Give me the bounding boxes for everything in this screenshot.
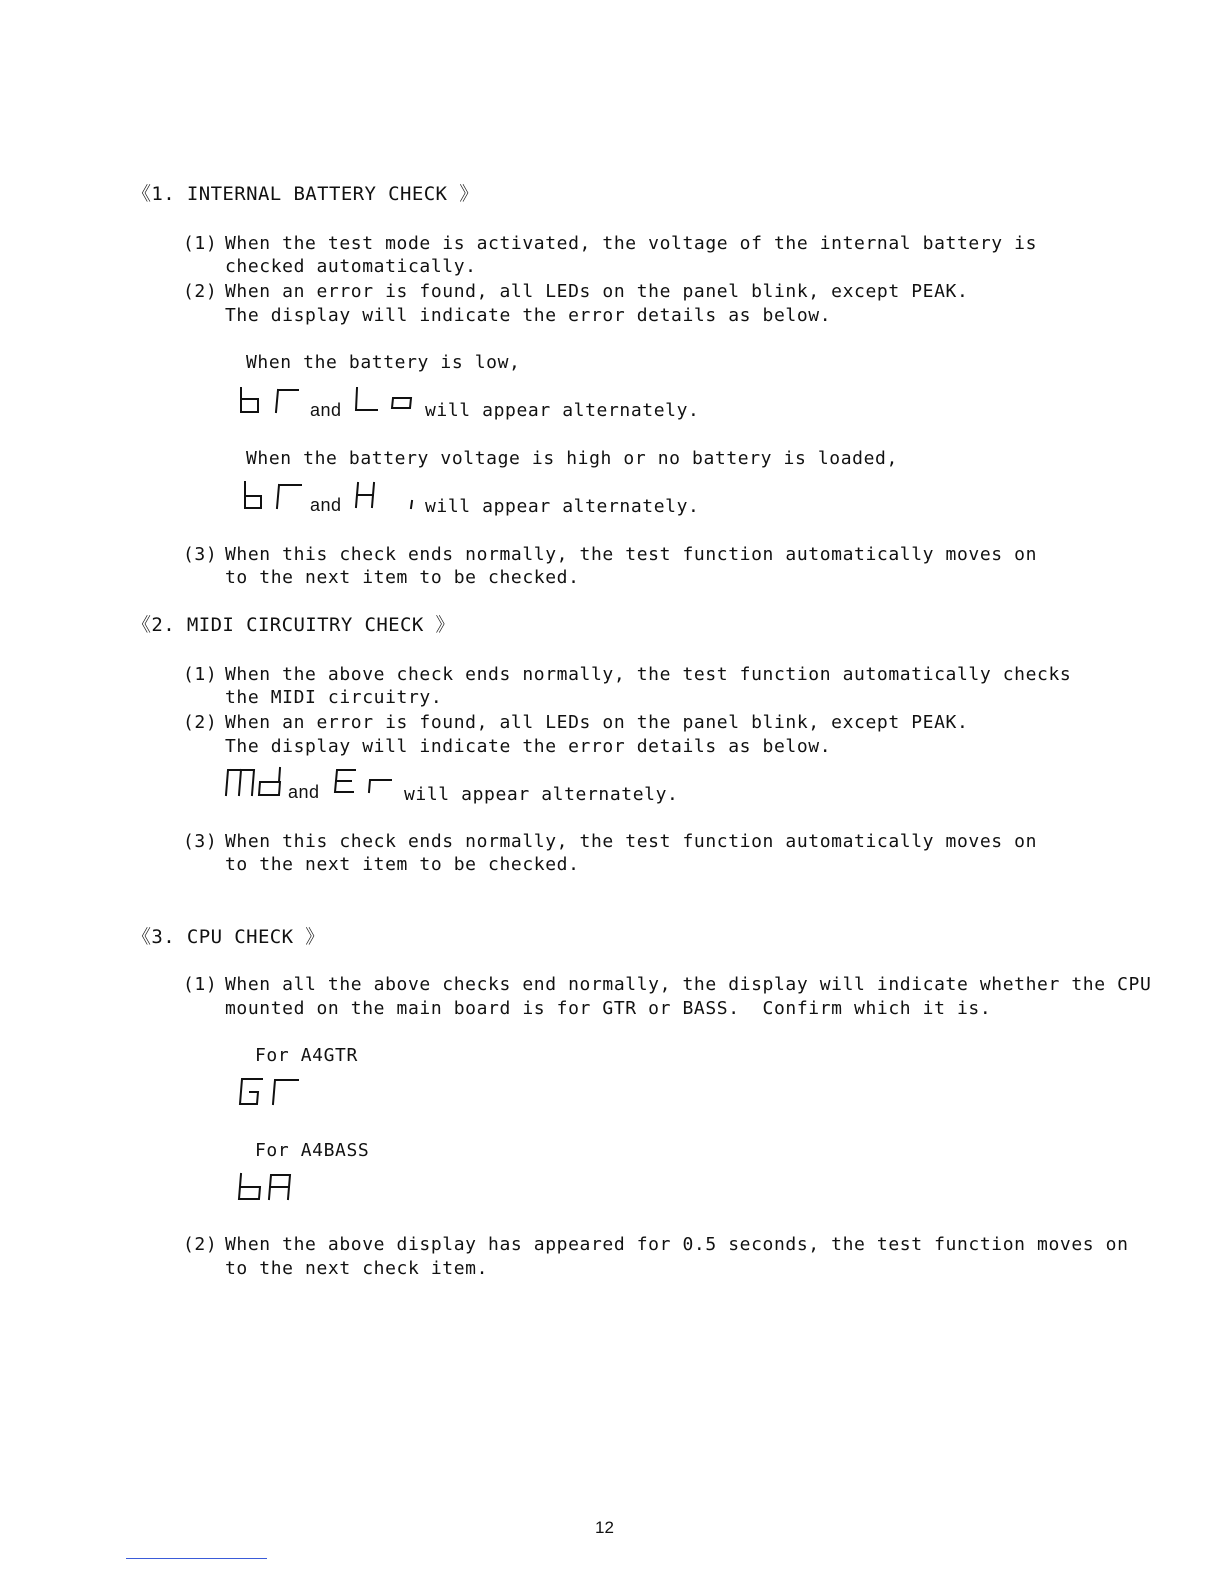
seven-segment-display-bA — [238, 1172, 302, 1206]
seven-segment-display-bF-high — [243, 482, 305, 514]
section2-item1-number: (1) — [183, 664, 218, 685]
section1-item3-line2: to the next item to be checked. — [225, 567, 580, 588]
section2-item2-number: (2) — [183, 712, 218, 733]
battery-low-suffix: will appear alternately. — [425, 400, 700, 421]
section2-item3-number: (3) — [183, 831, 218, 852]
section1-item3-line1: When this check ends normally, the test function automatically moves on — [225, 544, 1038, 565]
section2-item1-line2: the MIDI circuitry. — [225, 687, 443, 708]
section3-item2-line1: When the above display has appeared for 0.5 seconds, the test function moves on — [225, 1234, 1129, 1255]
battery-high-suffix: will appear alternately. — [425, 496, 700, 517]
seven-segment-display-Hi — [355, 483, 421, 517]
section2-item2-line1: When an error is found, all LEDs on the panel blink, except PEAK. — [225, 712, 969, 733]
section3-item1-number: (1) — [183, 974, 218, 995]
seven-segment-display-Md — [224, 768, 286, 802]
section1-item3-number: (3) — [183, 544, 218, 565]
section2-item3-line2: to the next item to be checked. — [225, 854, 580, 875]
section1-item2-line2: The display will indicate the error details as below. — [225, 305, 832, 326]
section1-item1-line2: checked automatically. — [225, 256, 477, 277]
footer-rule — [126, 1558, 267, 1559]
section1-item2-line1: When an error is found, all LEDs on the panel blink, except PEAK. — [225, 281, 969, 302]
seven-segment-display-Gr — [238, 1077, 302, 1111]
battery-high-intro: When the battery voltage is high or no battery is loaded, — [246, 448, 898, 469]
and-text-2: and — [310, 495, 342, 515]
seven-segment-display-Er — [333, 768, 399, 800]
section1-heading: 《1. INTERNAL BATTERY CHECK 》 — [132, 183, 479, 205]
seven-segment-display-Lo — [355, 388, 417, 418]
section1-item2-number: (2) — [183, 281, 218, 302]
section1-item1-number: (1) — [183, 233, 218, 254]
bass-label: For A4BASS — [255, 1140, 370, 1161]
battery-low-intro: When the battery is low, — [246, 352, 521, 373]
page-number: 12 — [595, 1518, 614, 1537]
section2-item2-line2: The display will indicate the error details as below. — [225, 736, 832, 757]
section2-item1-line1: When the above check ends normally, the test function automatically checks — [225, 664, 1072, 685]
section2-item3-line1: When this check ends normally, the test function automatically moves on — [225, 831, 1038, 852]
section3-heading: 《3. CPU CHECK 》 — [132, 926, 325, 948]
section3-item1-line2: mounted on the main board is for GTR or BASS. Confirm which it is. — [225, 998, 992, 1019]
midi-suffix: will appear alternately. — [404, 784, 679, 805]
section2-heading: 《2. MIDI CIRCUITRY CHECK 》 — [132, 614, 455, 636]
and-text: and — [310, 400, 342, 420]
section3-item2-line2: to the next check item. — [225, 1258, 489, 1279]
and-text-3: and — [288, 782, 320, 802]
gtr-label: For A4GTR — [255, 1045, 358, 1066]
section3-item2-number: (2) — [183, 1234, 218, 1255]
section1-item1-line1: When the test mode is activated, the voltage of the internal battery is — [225, 233, 1038, 254]
seven-segment-display-bF-low — [240, 388, 302, 418]
section3-item1-line1: When all the above checks end normally, the display will indicate whether the CPU — [225, 974, 1152, 995]
